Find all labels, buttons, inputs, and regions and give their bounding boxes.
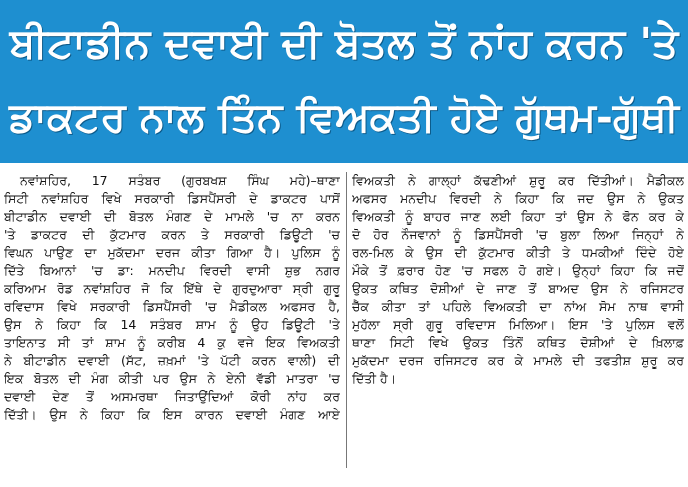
article-column-right <box>352 172 684 484</box>
headline-banner <box>0 0 688 163</box>
article-line: ਇਕ ਬੋਤਲ ਦੀ ਮੰਗ ਕੀਤੀ ਪਰ ਉਸ ਨੇ ਏਨੀ ਵੱਡੀ ਮਾਤਰਾ 'ਚ <box>4 371 340 386</box>
article-line: ਨਵਾਂਸ਼ਹਿਰ, 17 ਸਤੰਬਰ (ਗੁਰਬਖਸ਼ ਸਿੰਘ ਮਹੇ)–ਥਾਣਾ <box>20 173 340 188</box>
article-line: 'ਤੇ ਡਾਕਟਰ ਦੀ ਕੁੱਟਮਾਰ ਕਰਨ ਤੇ ਸਰਕਾਰੀ ਡਿਊਟੀ 'ਚ <box>4 227 340 242</box>
article-line: ਕਰਿਆਮ ਰੋਡ ਨਵਾਂਸ਼ਹਿਰ ਜੋ ਕਿ ਇੱਥੇ ਦੇ ਗੁਰਦੁਆਰਾ ਸ੍ਰੀ ਗੁਰੂ <box>4 281 340 296</box>
article-line: ਮੁਹੱਲਾ ਸ੍ਰੀ ਗੁਰੂ ਰਵਿਦਾਸ ਮਿਲਿਆ। ਇਸ 'ਤੇ ਪੁਲਿਸ ਵਲੋਂ <box>352 317 684 332</box>
article-line: ਮੌਕੇ ਤੋਂ ਫ਼ਰਾਰ ਹੋਣ 'ਚ ਸਫਲ ਹੋ ਗਏ। ਉਨ੍ਹਾਂ ਕਿਹਾ ਕਿ ਜਦੋਂ <box>352 263 684 278</box>
column-divider <box>346 172 347 468</box>
article-line: ਸਿਟੀ ਨਵਾਂਸ਼ਹਿਰ ਵਿਖੇ ਸਰਕਾਰੀ ਡਿਸਪੈਂਸਰੀ ਦੇ ਡਾਕਟਰ ਪਾਸੋਂ <box>4 191 340 206</box>
article-body <box>4 172 684 484</box>
article-line: ਅਫਸਰ ਮਨਦੀਪ ਵਿਰਦੀ ਨੇ ਕਿਹਾ ਕਿ ਜਦ ਉਸ ਨੇ ਉਕਤ <box>352 191 684 206</box>
headline-line-2: ਡਾਕਟਰ ਨਾਲ ਤਿੰਨ ਵਿਅਕਤੀ ਹੋਏ ਗੁੱਥਮ-ਗੁੱਥੀ <box>9 93 679 141</box>
article-line: ਦੋ ਹੋਰ ਨੌਜਵਾਨਾਂ ਨੂੰ ਡਿਸਪੈਂਸਰੀ 'ਚ ਬੁਲਾ ਲਿਆ ਜਿਨ੍ਹਾਂ ਨੇ <box>352 227 684 242</box>
article-line: ਦਿੱਤੇ ਬਿਆਨਾਂ 'ਚ ਡਾ: ਮਨਦੀਪ ਵਿਰਦੀ ਵਾਸੀ ਸ਼ੁਭ ਨਗਰ <box>4 263 340 278</box>
article-line: ਵਿਅਕਤੀ ਨੇ ਗਾਲ੍ਹਾਂ ਕੱਢਣੀਆਂ ਸ਼ੁਰੂ ਕਰ ਦਿੱਤੀਆਂ। ਮੈਡੀਕਲ <box>352 173 684 188</box>
article-line: ਰਲ-ਮਿਲ ਕੇ ਉਸ ਦੀ ਕੁੱਟਮਾਰ ਕੀਤੀ ਤੇ ਧਮਕੀਆਂ ਦਿੰਦੇ ਹੋਏ <box>352 245 684 260</box>
article-line: ਦਵਾਈ ਦੇਣ ਤੋਂ ਅਸਮਰਥਾ ਜਿਤਾਉਂਦਿਆਂ ਕੋਰੀ ਨਾਂਹ ਕਰ <box>4 389 340 404</box>
article-line: ਤਾਇਨਾਤ ਸੀ ਤਾਂ ਸ਼ਾਮ ਨੂੰ ਕਰੀਬ 4 ਕੁ ਵਜੇ ਇਕ ਵਿਅਕਤੀ <box>4 335 340 350</box>
article-line: ਥਾਣਾ ਸਿਟੀ ਵਿਖੇ ਉਕਤ ਤਿੰਨੋਂ ਕਥਿਤ ਦੋਸ਼ੀਆਂ ਦੇ ਖ਼ਿਲਾਫ਼ <box>352 335 684 350</box>
article-column-left <box>4 172 340 484</box>
article-line: ਮੁਕੱਦਮਾ ਦਰਜ ਰਜਿਸਟਰ ਕਰ ਕੇ ਮਾਮਲੇ ਦੀ ਤਫਤੀਸ਼ ਸ਼ੁਰੂ ਕਰ <box>352 353 684 368</box>
article-line: ਨੇ ਬੀਟਾਡੀਨ ਦਵਾਈ (ਸੱਟ, ਜ਼ਖ਼ਮਾਂ 'ਤੇ ਪੱਟੀ ਕਰਨ ਵਾਲੀ) ਦੀ <box>4 353 340 368</box>
article-line: ਵਿਅਕਤੀ ਨੂੰ ਬਾਹਰ ਜਾਣ ਲਈ ਕਿਹਾ ਤਾਂ ਉਸ ਨੇ ਫੋਨ ਕਰ ਕੇ <box>352 209 684 224</box>
article-line: ਬੀਟਾਡੀਨ ਦਵਾਈ ਦੀ ਬੋਤਲ ਮੰਗਣ ਦੇ ਮਾਮਲੇ 'ਚ ਨਾ ਕਰਨ <box>4 209 340 224</box>
article-line: ਵਿਘਨ ਪਾਉਣ ਦਾ ਮੁਕੱਦਮਾ ਦਰਜ ਕੀਤਾ ਗਿਆ ਹੈ। ਪੁਲਿਸ ਨੂੰ <box>4 245 340 260</box>
article-line: ਉਸ ਨੇ ਕਿਹਾ ਕਿ 14 ਸਤੰਬਰ ਸ਼ਾਮ ਨੂੰ ਉਹ ਡਿਊਟੀ 'ਤੇ <box>4 317 340 332</box>
article-line: ਉਕਤ ਕਥਿਤ ਦੋਸ਼ੀਆਂ ਦੇ ਜਾਣ ਤੋਂ ਬਾਅਦ ਉਸ ਨੇ ਰਜਿਸਟਰ <box>352 281 684 296</box>
article-line: ਦਿੱਤੀ ਹੈ। <box>352 371 397 386</box>
article-line: ਰਵਿਦਾਸ ਵਿਖੇ ਸਰਕਾਰੀ ਡਿਸਪੈਂਸਰੀ 'ਚ ਮੈਡੀਕਲ ਅਫਸਰ ਹੈ, <box>4 299 340 314</box>
headline-line-1: ਬੀਟਾਡੀਨ ਦਵਾਈ ਦੀ ਬੋਤਲ ਤੋਂ ਨਾਂਹ ਕਰਨ 'ਤੇ <box>9 19 679 67</box>
article-line: ਦਿੱਤੀ। ਉਸ ਨੇ ਕਿਹਾ ਕਿ ਇਸ ਕਾਰਨ ਦਵਾਈ ਮੰਗਣ ਆਏ <box>4 407 340 422</box>
article-line: ਚੈੱਕ ਕੀਤਾ ਤਾਂ ਪਹਿਲੇ ਵਿਅਕਤੀ ਦਾ ਨਾਂਅ ਸੋਮ ਨਾਥ ਵਾਸੀ <box>352 299 684 314</box>
